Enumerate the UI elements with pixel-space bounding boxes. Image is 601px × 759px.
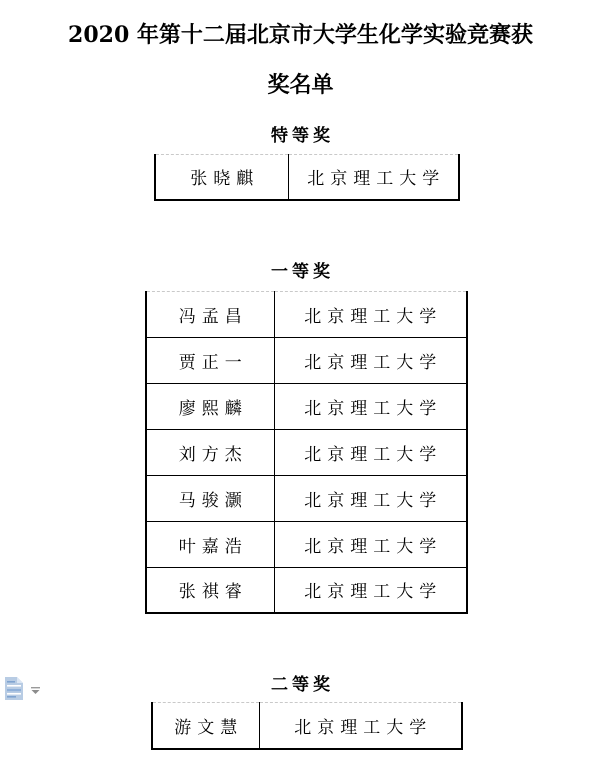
heading-second-prize: 二等奖 (271, 675, 334, 695)
winner-school-cell: 北京理工大学 (274, 383, 467, 429)
winner-name-cell: 马骏灏 (146, 475, 274, 521)
page-options-button[interactable] (3, 674, 45, 704)
winner-school-cell: 北京理工大学 (274, 475, 467, 521)
winner-school-cell: 北京理工大学 (274, 429, 467, 475)
table-row (155, 155, 459, 200)
heading-first-prize: 一等奖 (271, 261, 334, 282)
document-thumbnail-icon (3, 674, 25, 705)
table-row (152, 703, 462, 749)
dropdown-arrow-icon (30, 683, 42, 698)
winner-name-cell: 叶嘉浩 (146, 521, 274, 567)
table-row (146, 521, 467, 567)
table-row (146, 429, 467, 475)
winner-name-cell: 冯孟昌 (146, 291, 274, 337)
first-prize-table (145, 291, 468, 615)
table-row (146, 567, 467, 613)
winner-school-cell: 北京理工大学 (274, 567, 467, 613)
second-prize-table (151, 702, 463, 750)
document-title-line-1: 2020 年第十二届北京市大学生化学实验竞赛获 (68, 22, 533, 48)
heading-special-prize: 特等奖 (271, 126, 334, 146)
winner-school-cell: 北京理工大学 (274, 521, 467, 567)
table-row (146, 383, 467, 429)
winner-school-cell: 北京理工大学 (274, 337, 467, 383)
table-row (146, 337, 467, 383)
table-row (146, 475, 467, 521)
table-row (146, 291, 467, 337)
winner-name-cell: 张祺睿 (146, 567, 274, 613)
special-prize-table (154, 154, 460, 201)
document-title (0, 0, 601, 110)
winner-school-cell: 北京理工大学 (274, 291, 467, 337)
document-title-line-2: 奖名单 (267, 72, 334, 98)
winner-name-cell: 游文慧 (152, 703, 259, 749)
winner-name-cell: 刘方杰 (146, 429, 274, 475)
winner-school-cell: 北京理工大学 (259, 703, 462, 749)
winner-school-cell: 北京理工大学 (288, 155, 459, 200)
winner-name-cell: 廖熙麟 (146, 383, 274, 429)
winner-name-cell: 张晓麒 (155, 155, 288, 200)
winner-name-cell: 贾正一 (146, 337, 274, 383)
